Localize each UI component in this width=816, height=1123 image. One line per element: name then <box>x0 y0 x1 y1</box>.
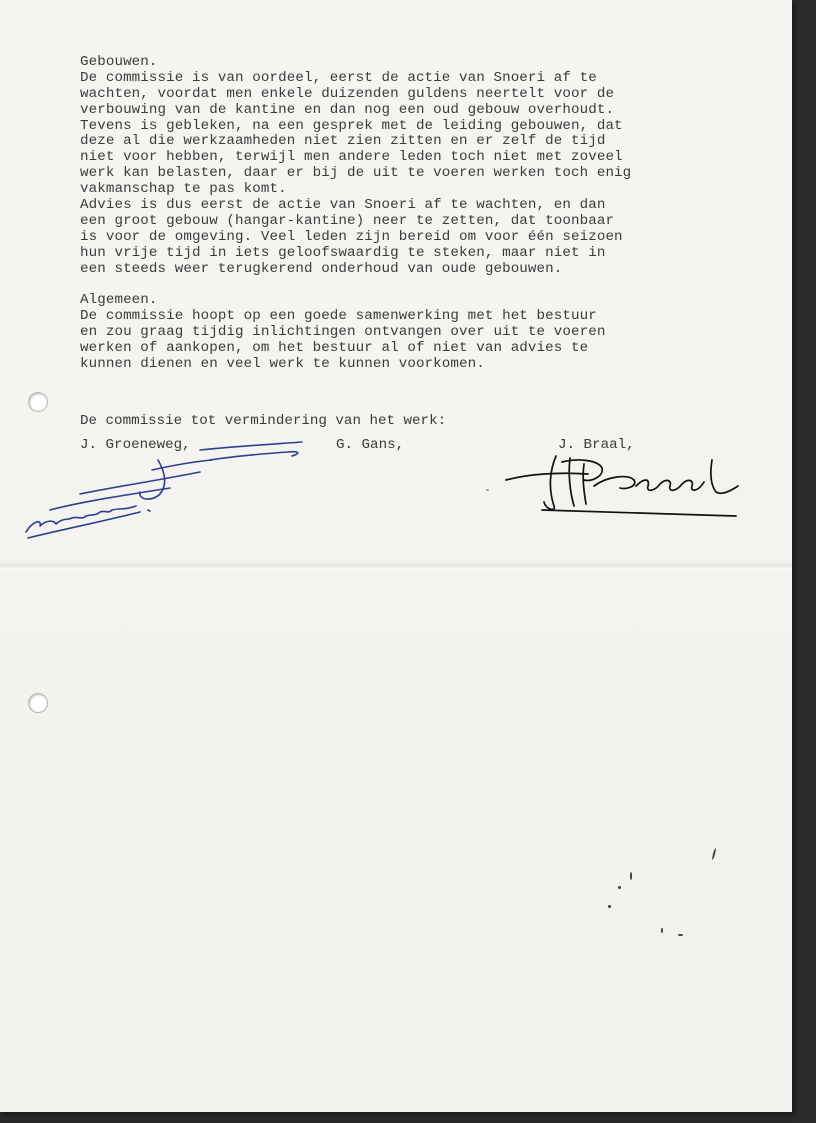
body-line: kunnen dienen en veel werk te kunnen voorkomen. <box>80 355 485 372</box>
body-line: De commissie is van oordeel, eerst de actie van Snoeri af te <box>80 69 597 86</box>
ink-speck <box>630 872 632 880</box>
body-line: Advies is dus eerst de actie van Snoeri af te wachten, en dan <box>80 197 606 214</box>
body-line: niet voor hebben, terwijl men andere leden toch niet met zoveel <box>80 149 623 166</box>
paper-fold <box>0 560 792 574</box>
punch-hole-top <box>28 392 48 412</box>
ink-speck <box>486 489 489 491</box>
letter-body <box>80 55 720 373</box>
ink-speck <box>678 934 683 936</box>
ink-speck <box>661 928 663 933</box>
ink-speck <box>608 905 611 908</box>
body-line: een steeds weer terugkerend onderhoud van oude gebouwen. <box>80 260 563 277</box>
body-line: wachten, voordat men enkele duizenden guldens neertelt voor de <box>80 85 615 102</box>
body-line: en zou graag tijdig inlichtingen ontvangen over uit te voeren <box>80 324 606 341</box>
signatory-gans: G. Gans, <box>336 437 405 453</box>
body-line: is voor de omgeving. Veel leden zijn bereid om voor één seizoen <box>80 228 623 245</box>
signatory-braal: J. Braal, <box>558 437 635 453</box>
body-line: werken of aankopen, om het bestuur al of niet van advies te <box>80 340 589 357</box>
body-line: hun vrije tijd in iets geloofswaardig te steken, maar niet in <box>80 244 606 261</box>
ink-speck <box>618 886 621 889</box>
body-line: Tevens is gebleken, na een gesprek met de leiding gebouwen, dat <box>80 117 623 134</box>
body-line: verbouwing van de kantine en dan nog een oud gebouw overhoudt. <box>80 101 615 118</box>
punch-hole-bottom <box>28 693 48 713</box>
body-line: De commissie hoopt op een goede samenwerking met het bestuur <box>80 308 597 325</box>
signatory-groeneweg: J. Groeneweg, <box>80 437 191 453</box>
closing-line: De commissie tot vermindering van het werk: <box>80 413 447 429</box>
body-line: werk kan belasten, daar er bij de uit te voeren werken toch enig <box>80 165 632 182</box>
body-line: een groot gebouw (hangar-kantine) neer te zetten, dat toonbaar <box>80 212 615 229</box>
section-heading-buildings: Gebouwen. <box>80 54 158 70</box>
section-heading-general: Algemeen. <box>80 292 158 309</box>
ink-speck <box>711 848 716 860</box>
body-line: vakmanschap te pas komt. <box>80 181 287 198</box>
signature-groeneweg <box>20 438 320 548</box>
signature-braal <box>498 448 748 523</box>
body-line: deze al die werkzaamheden niet zien zitten en er zelf de tijd <box>80 133 606 150</box>
